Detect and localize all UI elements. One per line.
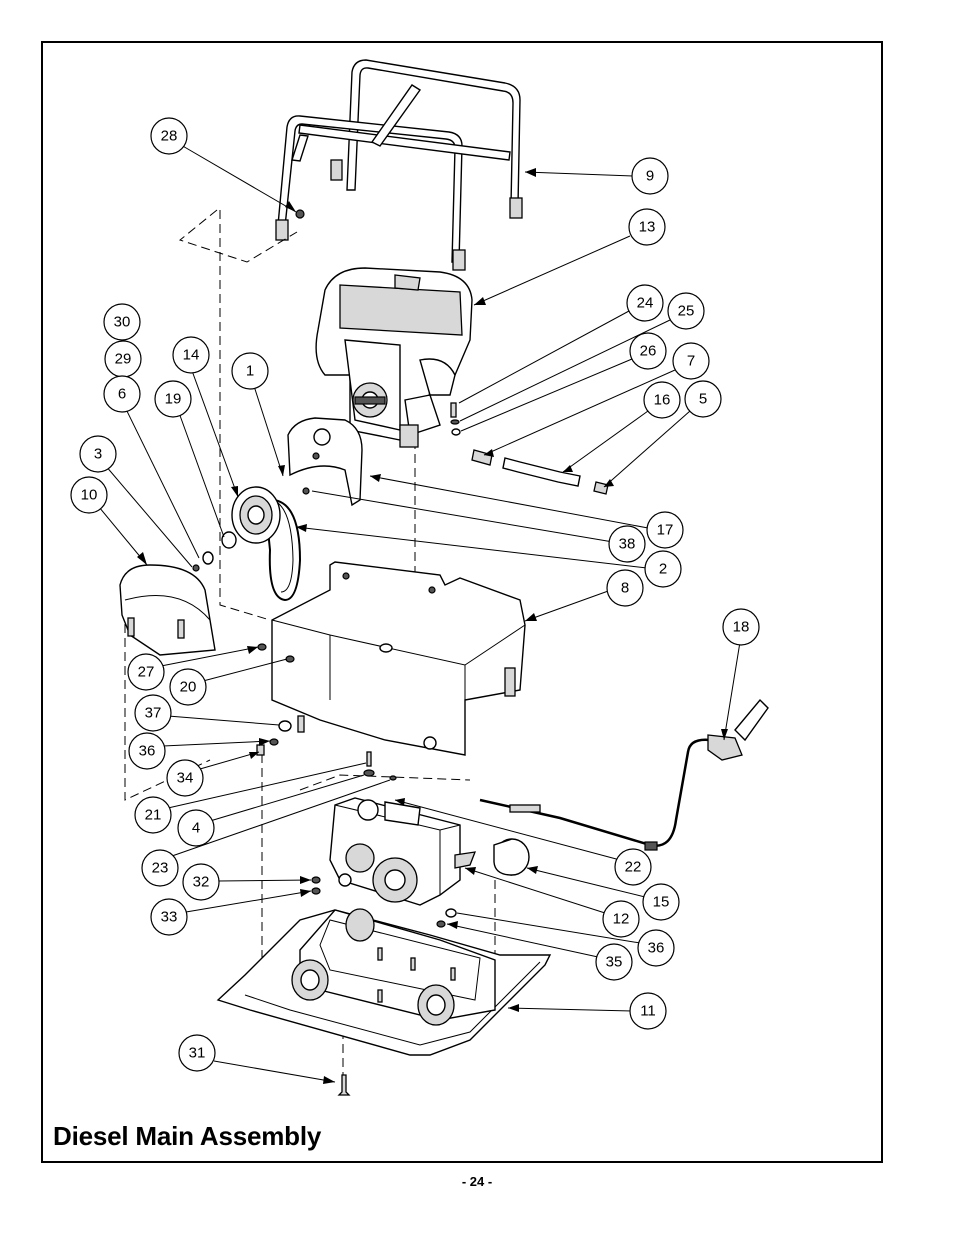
fuel-line-fittings <box>451 403 608 494</box>
callout-36 <box>129 733 165 769</box>
callout-24 <box>627 285 663 321</box>
callout-25 <box>668 293 704 329</box>
callout-27 <box>128 654 164 690</box>
svg-text:36: 36 <box>138 742 156 760</box>
callout-28 <box>151 118 187 154</box>
callout-8 <box>607 570 643 606</box>
svg-text:14: 14 <box>182 346 200 364</box>
callout-11 <box>630 993 666 1029</box>
callout-37 <box>135 695 171 731</box>
callout-36b <box>638 930 674 966</box>
callout-2 <box>645 551 681 587</box>
svg-text:20: 20 <box>179 678 197 696</box>
callout-5 <box>685 381 721 417</box>
pulley-cover <box>120 565 215 655</box>
callout-30 <box>104 304 140 340</box>
svg-text:33: 33 <box>160 908 178 926</box>
svg-text:32: 32 <box>192 873 210 891</box>
callout-38 <box>609 526 645 562</box>
clutch-pulley-belt <box>193 487 300 600</box>
svg-text:19: 19 <box>164 390 182 408</box>
callout-15 <box>643 884 679 920</box>
callout-26 <box>630 333 666 369</box>
base-plate <box>218 909 550 1055</box>
svg-text:29: 29 <box>114 350 132 368</box>
callout-7 <box>673 343 709 379</box>
svg-text:13: 13 <box>638 218 656 236</box>
callout-16 <box>644 382 680 418</box>
svg-text:30: 30 <box>113 313 131 331</box>
callout-12 <box>603 901 639 937</box>
svg-text:4: 4 <box>191 819 201 837</box>
svg-text:8: 8 <box>620 579 630 597</box>
svg-text:16: 16 <box>653 391 671 409</box>
svg-text:34: 34 <box>176 769 194 787</box>
exciter-housing <box>330 798 475 905</box>
svg-text:37: 37 <box>144 704 162 722</box>
handle-frame <box>276 60 522 270</box>
callout-21 <box>135 797 171 833</box>
page-title: Diesel Main Assembly <box>53 1121 322 1151</box>
svg-text:35: 35 <box>605 953 623 971</box>
svg-text:11: 11 <box>640 1002 656 1020</box>
svg-text:17: 17 <box>656 521 674 539</box>
callout-13 <box>629 209 665 245</box>
callout-22 <box>615 849 651 885</box>
svg-text:38: 38 <box>618 535 636 553</box>
svg-text:21: 21 <box>144 806 162 824</box>
svg-text:3: 3 <box>93 445 103 463</box>
svg-text:6: 6 <box>117 385 127 403</box>
svg-text:27: 27 <box>137 663 155 681</box>
callout-10 <box>71 477 107 513</box>
svg-text:36: 36 <box>647 939 665 957</box>
svg-text:24: 24 <box>636 294 654 312</box>
belt-guard <box>288 418 362 505</box>
svg-text:2: 2 <box>658 560 668 578</box>
svg-text:25: 25 <box>677 302 695 320</box>
svg-text:1: 1 <box>245 362 255 380</box>
callout-31 <box>179 1035 215 1071</box>
callout-17 <box>647 512 683 548</box>
page-number: - 24 - <box>461 1174 493 1189</box>
svg-text:23: 23 <box>151 859 169 877</box>
callout-4 <box>178 810 214 846</box>
svg-text:7: 7 <box>686 352 696 370</box>
throttle-cable <box>480 700 768 850</box>
callout-34 <box>167 760 203 796</box>
callout-18 <box>723 609 759 645</box>
isolator <box>494 839 529 875</box>
svg-text:12: 12 <box>612 910 630 928</box>
callout-20 <box>170 669 206 705</box>
callout-1 <box>232 353 268 389</box>
svg-text:22: 22 <box>624 858 642 876</box>
callout-29 <box>105 341 141 377</box>
callout-32 <box>183 864 219 900</box>
svg-text:10: 10 <box>80 486 98 504</box>
base-frame <box>272 562 525 755</box>
svg-text:28: 28 <box>160 127 178 145</box>
svg-text:9: 9 <box>645 167 655 185</box>
svg-text:5: 5 <box>698 390 708 408</box>
svg-text:31: 31 <box>188 1044 206 1062</box>
callout-23 <box>142 850 178 886</box>
callout-9 <box>632 158 668 194</box>
svg-text:26: 26 <box>639 342 657 360</box>
callout-19 <box>155 381 191 417</box>
callout-6 <box>104 376 140 412</box>
svg-text:15: 15 <box>652 893 670 911</box>
callout-35 <box>596 944 632 980</box>
callout-14 <box>173 337 209 373</box>
callout-3 <box>80 436 116 472</box>
callout-33 <box>151 899 187 935</box>
svg-text:18: 18 <box>732 618 750 636</box>
